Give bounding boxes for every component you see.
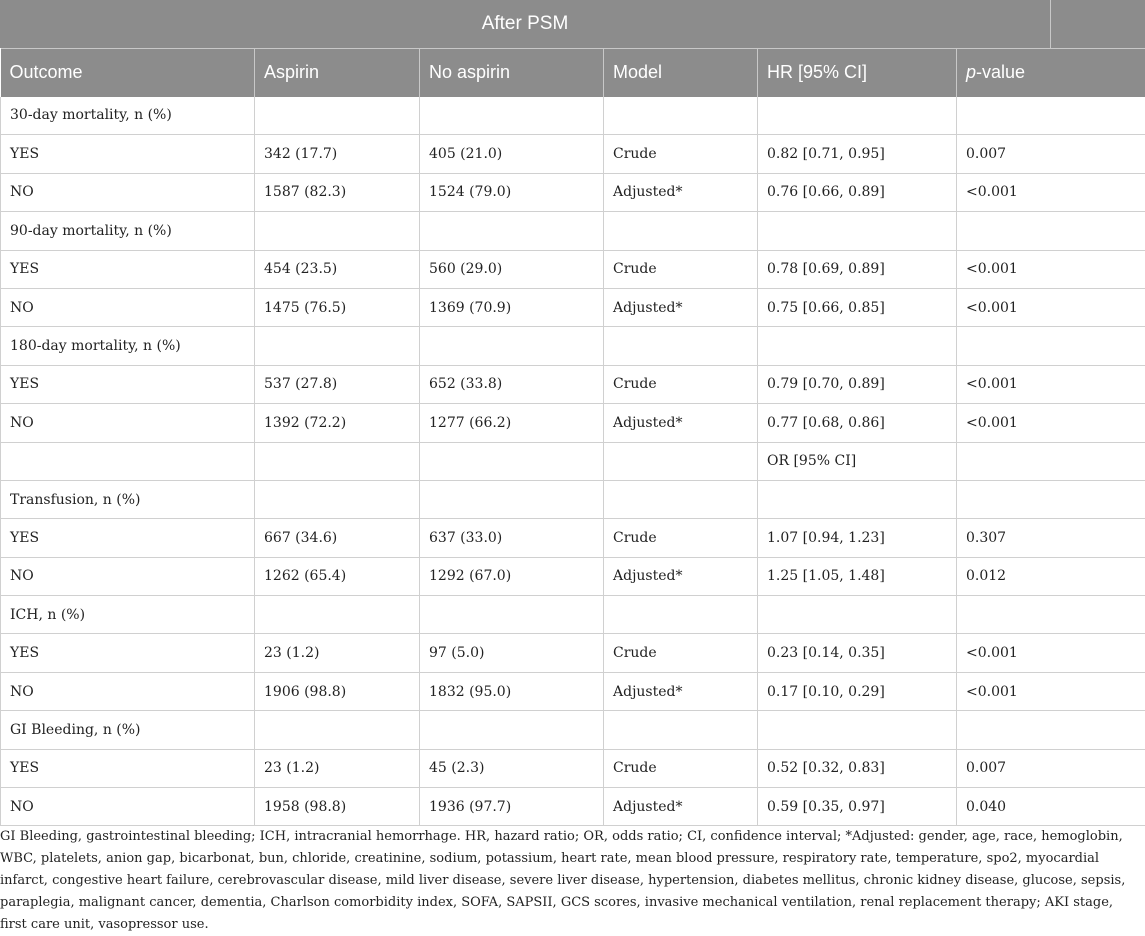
after-psm-header: After PSM bbox=[0, 0, 1051, 48]
model-cell bbox=[604, 97, 758, 135]
model-cell: Adjusted* bbox=[604, 788, 758, 826]
hr-ci-cell bbox=[758, 711, 957, 749]
model-cell bbox=[604, 596, 758, 634]
outcome-cell: 90-day mortality, n (%) bbox=[1, 212, 255, 250]
model-cell: Crude bbox=[604, 365, 758, 403]
no-aspirin-cell: 1832 (95.0) bbox=[420, 672, 604, 710]
model-cell: Adjusted* bbox=[604, 173, 758, 211]
outcome-cell: NO bbox=[1, 788, 255, 826]
hr-ci-cell: 0.23 [0.14, 0.35] bbox=[758, 634, 957, 672]
no-aspirin-cell bbox=[420, 327, 604, 365]
outcome-cell: 180-day mortality, n (%) bbox=[1, 327, 255, 365]
outcome-cell: GI Bleeding, n (%) bbox=[1, 711, 255, 749]
model-cell: Adjusted* bbox=[604, 557, 758, 595]
table-row bbox=[1, 596, 1145, 634]
outcome-cell: YES bbox=[1, 749, 255, 787]
outcome-cell: YES bbox=[1, 634, 255, 672]
aspirin-cell: 1587 (82.3) bbox=[255, 173, 420, 211]
no-aspirin-cell bbox=[420, 711, 604, 749]
table-row bbox=[1, 672, 1145, 710]
table-row bbox=[1, 250, 1145, 288]
model-cell: Adjusted* bbox=[604, 404, 758, 442]
no-aspirin-cell: 97 (5.0) bbox=[420, 634, 604, 672]
model-cell: Adjusted* bbox=[604, 288, 758, 326]
no-aspirin-cell: 1277 (66.2) bbox=[420, 404, 604, 442]
aspirin-cell bbox=[255, 711, 420, 749]
model-cell bbox=[604, 480, 758, 518]
aspirin-cell: 23 (1.2) bbox=[255, 634, 420, 672]
aspirin-cell: 1392 (72.2) bbox=[255, 404, 420, 442]
aspirin-cell: 1906 (98.8) bbox=[255, 672, 420, 710]
model-cell: Crude bbox=[604, 519, 758, 557]
p-value-cell: 0.007 bbox=[957, 749, 1145, 787]
table-row bbox=[1, 634, 1145, 672]
table-row bbox=[1, 173, 1145, 211]
model-cell bbox=[604, 212, 758, 250]
p-value-cell bbox=[957, 711, 1145, 749]
p-value-cell: <0.001 bbox=[957, 250, 1145, 288]
table-row bbox=[1, 135, 1145, 173]
p-value-cell: 0.307 bbox=[957, 519, 1145, 557]
no-aspirin-cell bbox=[420, 212, 604, 250]
p-value-cell bbox=[957, 327, 1145, 365]
outcomes-table bbox=[0, 48, 1145, 826]
outcome-cell: Transfusion, n (%) bbox=[1, 480, 255, 518]
no-aspirin-cell: 652 (33.8) bbox=[420, 365, 604, 403]
hr-ci-cell: 0.17 [0.10, 0.29] bbox=[758, 672, 957, 710]
model-cell: Crude bbox=[604, 135, 758, 173]
aspirin-cell bbox=[255, 596, 420, 634]
aspirin-cell bbox=[255, 327, 420, 365]
outcome-cell: NO bbox=[1, 288, 255, 326]
hr-ci-cell bbox=[758, 212, 957, 250]
aspirin-cell: 342 (17.7) bbox=[255, 135, 420, 173]
hr-ci-cell: 0.82 [0.71, 0.95] bbox=[758, 135, 957, 173]
model-cell: Crude bbox=[604, 634, 758, 672]
outcome-cell: YES bbox=[1, 365, 255, 403]
col-no-aspirin: No aspirin bbox=[420, 49, 604, 97]
model-cell: Adjusted* bbox=[604, 672, 758, 710]
table-row bbox=[1, 365, 1145, 403]
hr-ci-cell bbox=[758, 97, 957, 135]
p-value-cell: 0.040 bbox=[957, 788, 1145, 826]
hr-ci-cell: 1.25 [1.05, 1.48] bbox=[758, 557, 957, 595]
aspirin-cell bbox=[255, 480, 420, 518]
hr-ci-cell: 1.07 [0.94, 1.23] bbox=[758, 519, 957, 557]
hr-ci-cell: 0.76 [0.66, 0.89] bbox=[758, 173, 957, 211]
p-value-cell: 0.012 bbox=[957, 557, 1145, 595]
table-row bbox=[1, 442, 1145, 480]
outcome-cell bbox=[1, 442, 255, 480]
p-value-cell bbox=[957, 480, 1145, 518]
model-cell bbox=[604, 711, 758, 749]
aspirin-cell bbox=[255, 97, 420, 135]
aspirin-cell: 1475 (76.5) bbox=[255, 288, 420, 326]
col-p-value: p-value bbox=[957, 49, 1145, 97]
no-aspirin-cell bbox=[420, 480, 604, 518]
col-aspirin: Aspirin bbox=[255, 49, 420, 97]
model-cell: Crude bbox=[604, 749, 758, 787]
outcome-cell: NO bbox=[1, 404, 255, 442]
table-body bbox=[1, 97, 1145, 826]
aspirin-cell: 537 (27.8) bbox=[255, 365, 420, 403]
aspirin-cell: 454 (23.5) bbox=[255, 250, 420, 288]
table-row bbox=[1, 519, 1145, 557]
no-aspirin-cell: 405 (21.0) bbox=[420, 135, 604, 173]
hr-ci-cell: 0.52 [0.32, 0.83] bbox=[758, 749, 957, 787]
outcome-cell: YES bbox=[1, 250, 255, 288]
table-row bbox=[1, 711, 1145, 749]
p-value-cell bbox=[957, 442, 1145, 480]
table-row bbox=[1, 212, 1145, 250]
col-outcome: Outcome bbox=[1, 49, 255, 97]
aspirin-cell: 1262 (65.4) bbox=[255, 557, 420, 595]
header-filler bbox=[1051, 0, 1145, 48]
p-letter: p bbox=[966, 62, 976, 82]
hr-ci-cell: 0.77 [0.68, 0.86] bbox=[758, 404, 957, 442]
model-cell: Crude bbox=[604, 250, 758, 288]
outcome-cell: NO bbox=[1, 173, 255, 211]
outcome-cell: YES bbox=[1, 135, 255, 173]
table-row bbox=[1, 288, 1145, 326]
p-value-cell bbox=[957, 212, 1145, 250]
p-value-cell: <0.001 bbox=[957, 288, 1145, 326]
outcome-cell: NO bbox=[1, 557, 255, 595]
hr-ci-cell bbox=[758, 596, 957, 634]
hr-ci-cell: 0.75 [0.66, 0.85] bbox=[758, 288, 957, 326]
no-aspirin-cell bbox=[420, 596, 604, 634]
no-aspirin-cell: 1292 (67.0) bbox=[420, 557, 604, 595]
aspirin-cell: 23 (1.2) bbox=[255, 749, 420, 787]
table-row bbox=[1, 404, 1145, 442]
hr-ci-cell: OR [95% CI] bbox=[758, 442, 957, 480]
aspirin-cell bbox=[255, 212, 420, 250]
table-row bbox=[1, 97, 1145, 135]
p-value-cell: 0.007 bbox=[957, 135, 1145, 173]
p-value-cell: <0.001 bbox=[957, 365, 1145, 403]
model-cell bbox=[604, 442, 758, 480]
no-aspirin-cell: 1369 (70.9) bbox=[420, 288, 604, 326]
model-cell bbox=[604, 327, 758, 365]
outcome-cell: 30-day mortality, n (%) bbox=[1, 97, 255, 135]
hr-ci-cell: 0.79 [0.70, 0.89] bbox=[758, 365, 957, 403]
p-value-label: value bbox=[982, 62, 1025, 82]
p-value-cell bbox=[957, 97, 1145, 135]
table-row bbox=[1, 480, 1145, 518]
table-row bbox=[1, 788, 1145, 826]
hr-ci-cell: 0.78 [0.69, 0.89] bbox=[758, 250, 957, 288]
table-row bbox=[1, 557, 1145, 595]
no-aspirin-cell: 1524 (79.0) bbox=[420, 173, 604, 211]
aspirin-cell: 667 (34.6) bbox=[255, 519, 420, 557]
outcome-cell: ICH, n (%) bbox=[1, 596, 255, 634]
column-header-row bbox=[1, 49, 1145, 97]
table-row bbox=[1, 327, 1145, 365]
col-model: Model bbox=[604, 49, 758, 97]
p-value-cell bbox=[957, 596, 1145, 634]
table-footnote: GI Bleeding, gastrointestinal bleeding; ICH, intracranial hemorrhage. HR, hazard ratio; OR, odds ratio; CI, confidence interval; *Adjusted: gender, age, race, hemoglobin, WBC, platelets, anion gap, bicarbonat, bun, chloride, creatinine, sodium, potassium, heart rate, mean blood pressure, respiratory rate, temperature, spo2, myocardial infarct, congestive heart failure, cerebrovascular disease, mild liver disease, severe liver disease, hypertension, diabetes mellitus, chronic kidney disease, glucose, sepsis, paraplegia, malignant cancer, dementia, Charlson comorbidity index, SOFA, SAPSII, GCS scores, invasive mechanical ventilation, renal replacement therapy; AKI stage, first care unit, vasopressor use. bbox=[0, 826, 1140, 936]
aspirin-cell: 1958 (98.8) bbox=[255, 788, 420, 826]
hr-ci-cell: 0.59 [0.35, 0.97] bbox=[758, 788, 957, 826]
outcome-cell: NO bbox=[1, 672, 255, 710]
col-hr-ci: HR [95% CI] bbox=[758, 49, 957, 97]
p-value-cell: <0.001 bbox=[957, 173, 1145, 211]
no-aspirin-cell: 560 (29.0) bbox=[420, 250, 604, 288]
no-aspirin-cell: 45 (2.3) bbox=[420, 749, 604, 787]
outcome-cell: YES bbox=[1, 519, 255, 557]
no-aspirin-cell bbox=[420, 97, 604, 135]
hr-ci-cell bbox=[758, 327, 957, 365]
no-aspirin-cell bbox=[420, 442, 604, 480]
p-value-cell: <0.001 bbox=[957, 672, 1145, 710]
table-row bbox=[1, 749, 1145, 787]
p-value-cell: <0.001 bbox=[957, 404, 1145, 442]
aspirin-cell bbox=[255, 442, 420, 480]
no-aspirin-cell: 1936 (97.7) bbox=[420, 788, 604, 826]
p-value-cell: <0.001 bbox=[957, 634, 1145, 672]
hr-ci-cell bbox=[758, 480, 957, 518]
no-aspirin-cell: 637 (33.0) bbox=[420, 519, 604, 557]
